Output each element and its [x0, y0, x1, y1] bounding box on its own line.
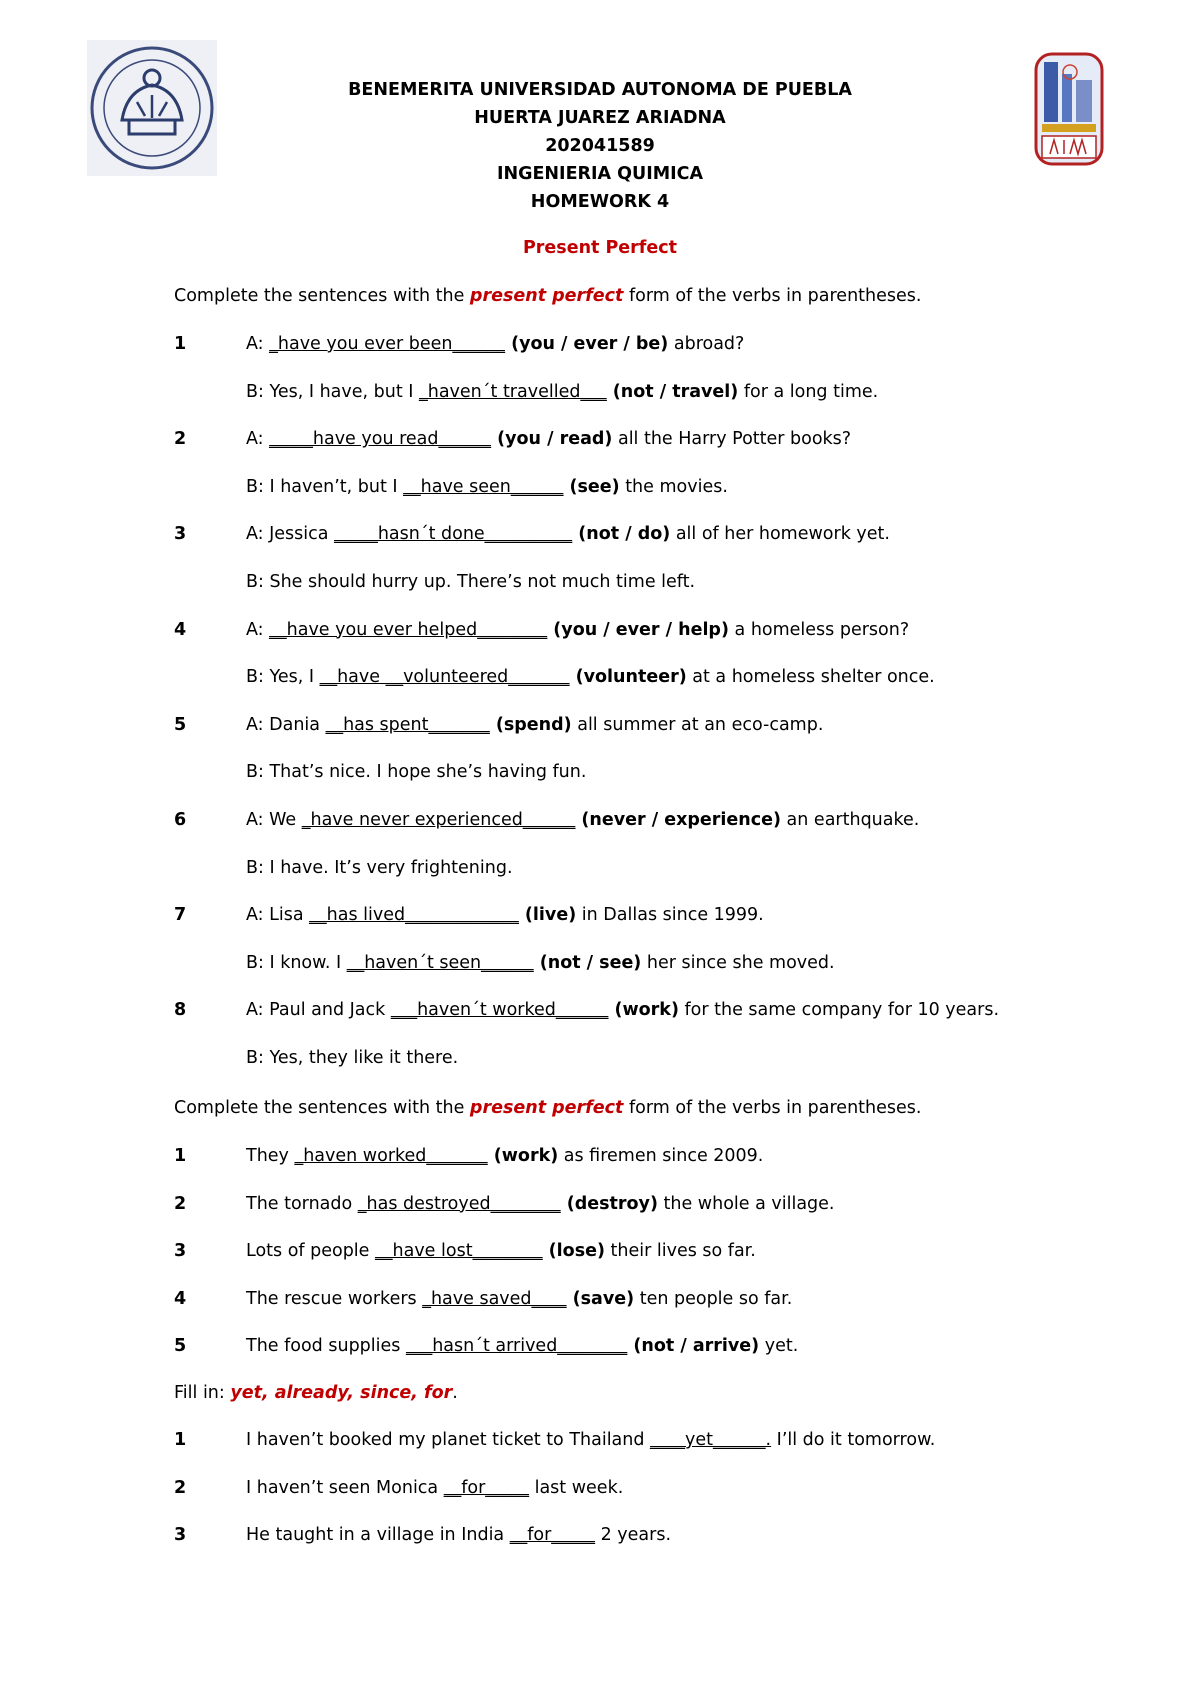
sentence-text: all of her homework yet. [670, 524, 890, 545]
verb-hint: (not / do) [572, 524, 671, 545]
sentence [246, 715, 823, 735]
university-seal-logo [87, 40, 217, 176]
item-number: 2 [174, 1477, 187, 1498]
instructions-pre: Complete the sentences with the [174, 286, 470, 306]
answer-blank: __have you ever helped________ [269, 619, 548, 640]
answer-blank: ____yet______. [650, 1430, 772, 1450]
verb-hint: (you / ever / be) [504, 334, 669, 354]
sentence [246, 1478, 623, 1498]
sentence-text: their lives so far. [604, 1241, 756, 1261]
item-number: 7 [174, 905, 187, 926]
item-number: 2 [174, 1193, 187, 1214]
answer-blank: _haven´t travelled___ [418, 381, 607, 402]
student-id: 202041589 [545, 136, 655, 156]
sentence-text: A: Paul and Jack [246, 1000, 391, 1021]
item-number: 2 [174, 429, 187, 450]
verb-hint: (not / travel) [606, 381, 739, 402]
fill-in-instructions [174, 1383, 458, 1403]
sentence-text: A: [246, 619, 270, 640]
answer-blank: ___hasn´t arrived________ [405, 1336, 628, 1356]
sentence-text: Lots of people [246, 1241, 376, 1261]
item-number: 5 [174, 1336, 187, 1356]
sentence-text: all summer at an eco-camp. [571, 714, 824, 735]
verb-hint: (not / see) [533, 952, 642, 973]
instructions-highlight: present perfect [469, 1098, 624, 1118]
instructions-post: form of the verbs in parentheses. [623, 286, 922, 306]
sentence [246, 334, 744, 354]
sentence [246, 620, 909, 640]
sentence-text: A: Jessica [246, 524, 335, 545]
sentence-text: B: That’s nice. I hope she’s having fun. [246, 762, 587, 783]
instructions-post: form of the verbs in parentheses. [623, 1098, 922, 1118]
sentence-text: A: We [246, 810, 302, 830]
sentence-text: B: Yes, I [246, 667, 320, 688]
verb-hint: (not / arrive) [627, 1336, 760, 1356]
verb-hint: (you / read) [491, 429, 613, 450]
answer-blank: _____have you read______ [269, 429, 492, 450]
sentence-text: a homeless person? [728, 619, 910, 640]
sentence-text: in Dallas since 1999. [576, 905, 764, 926]
sentence [246, 905, 764, 925]
answer-blank: _has destroyed________ [357, 1193, 561, 1214]
item-number: 3 [174, 1525, 187, 1545]
item-number: 6 [174, 810, 187, 830]
item-number: 4 [174, 619, 187, 640]
sentence [246, 1000, 999, 1020]
sentence [246, 667, 935, 687]
sentence-text: the movies. [619, 476, 728, 497]
sentence-text: I haven’t seen Monica [246, 1477, 444, 1498]
answer-blank: __have __volunteered_______ [319, 667, 570, 688]
sentence-text: B: Yes, I have, but I [246, 381, 419, 402]
sentence-text: an earthquake. [780, 810, 920, 830]
sentence [246, 810, 919, 830]
sentence-text: her since she moved. [641, 952, 835, 973]
sentence [246, 429, 851, 449]
sentence-text: A: Lisa [246, 905, 310, 926]
sentence-text: for a long time. [738, 381, 879, 402]
sentence [246, 953, 835, 973]
program-name: INGENIERIA QUIMICA [496, 164, 704, 184]
answer-blank: _____hasn´t done__________ [334, 524, 573, 545]
sentence-text: for the same company for 10 years. [678, 1000, 1000, 1021]
verb-hint: (never / experience) [575, 810, 781, 830]
sentence-text: He taught in a village in India [246, 1525, 510, 1545]
instructions-pre: Complete the sentences with the [174, 1098, 470, 1118]
instructions-highlight: present perfect [469, 286, 624, 306]
sentence-text: The tornado [246, 1193, 358, 1214]
university-name: BENEMERITA UNIVERSIDAD AUTONOMA DE PUEBLA [348, 80, 852, 100]
answer-blank: __haven´t seen______ [346, 952, 534, 973]
sentence-text: as firemen since 2009. [558, 1146, 764, 1166]
sentence-text: at a homeless shelter once. [686, 667, 935, 688]
verb-hint: (see) [563, 476, 620, 497]
sentence [246, 572, 695, 592]
item-number: 5 [174, 714, 187, 735]
verb-hint: (live) [518, 905, 577, 926]
answer-blank: __have seen______ [403, 476, 564, 497]
sentence-text: The rescue workers [246, 1288, 423, 1309]
answer-blank: ___haven´t worked______ [390, 1000, 609, 1021]
section-title: Present Perfect [522, 238, 678, 258]
sentence-text: I’ll do it tomorrow. [771, 1430, 936, 1450]
faculty-chemistry-logo [1032, 50, 1106, 168]
sentence-text: B: I know. I [246, 952, 347, 973]
instructions-1 [174, 286, 921, 306]
item-number: 4 [174, 1288, 187, 1309]
fill-in-end: . [452, 1383, 458, 1403]
sentence [246, 477, 728, 497]
student-name: HUERTA JUAREZ ARIADNA [474, 108, 726, 128]
verb-hint: (work) [608, 1000, 679, 1021]
answer-blank: __has lived_____________ [309, 905, 519, 926]
verb-hint: (you / ever / help) [547, 619, 729, 640]
sentence [246, 1194, 835, 1214]
sentence-text: B: I have. It’s very frightening. [246, 857, 513, 878]
answer-blank: _have saved____ [422, 1288, 567, 1309]
sentence-text: last week. [529, 1477, 624, 1498]
sentence [246, 1146, 763, 1166]
fill-in-label: Fill in: [174, 1383, 231, 1403]
sentence-text: A: Dania [246, 714, 326, 735]
item-number: 1 [174, 1430, 187, 1450]
item-number: 1 [174, 1146, 187, 1166]
answer-blank: _have never experienced______ [301, 810, 576, 830]
instructions-2 [174, 1098, 921, 1118]
answer-blank: __have lost________ [375, 1241, 543, 1261]
sentence [246, 382, 878, 402]
item-number: 3 [174, 524, 187, 545]
sentence-text: They [246, 1146, 295, 1166]
answer-blank: _have you ever been______ [269, 334, 505, 354]
sentence-text: yet. [759, 1336, 799, 1356]
answer-blank: __for_____ [509, 1525, 596, 1545]
sentence-text: the whole a village. [657, 1193, 835, 1214]
sentence-text: B: I haven’t, but I [246, 476, 404, 497]
sentence-text: The food supplies [246, 1336, 406, 1356]
sentence-text: abroad? [668, 334, 745, 354]
verb-hint: (work) [487, 1146, 559, 1166]
sentence [246, 762, 586, 782]
sentence-text: A: [246, 334, 270, 354]
verb-hint: (lose) [542, 1241, 605, 1261]
sentence-text: ten people so far. [634, 1288, 793, 1309]
fill-in-words: yet, already, since, for [230, 1383, 453, 1403]
item-number: 8 [174, 1000, 187, 1021]
sentence [246, 524, 890, 544]
verb-hint: (spend) [489, 714, 572, 735]
homework-title: HOMEWORK 4 [530, 192, 670, 212]
sentence-text: B: Yes, they like it there. [246, 1048, 459, 1068]
sentence [246, 1430, 935, 1450]
sentence [246, 858, 513, 878]
sentence-text: all the Harry Potter books? [612, 429, 852, 450]
document-header [200, 76, 1000, 216]
verb-hint: (destroy) [560, 1193, 658, 1214]
sentence-text: B: She should hurry up. There’s not much time left. [246, 572, 696, 592]
verb-hint: (save) [566, 1288, 635, 1309]
item-number: 3 [174, 1241, 187, 1261]
sentence [246, 1525, 671, 1545]
sentence [246, 1336, 798, 1356]
sentence-text: 2 years. [595, 1525, 672, 1545]
answer-blank: __for_____ [443, 1477, 530, 1498]
sentence [246, 1048, 458, 1068]
verb-hint: (volunteer) [569, 667, 687, 688]
sentence [246, 1241, 756, 1261]
sentence [246, 1289, 792, 1309]
sentence-text: I haven’t booked my planet ticket to Thailand [246, 1430, 651, 1450]
answer-blank: __has spent_______ [325, 714, 490, 735]
item-number: 1 [174, 334, 187, 354]
answer-blank: _haven worked_______ [294, 1146, 488, 1166]
sentence-text: A: [246, 429, 270, 450]
